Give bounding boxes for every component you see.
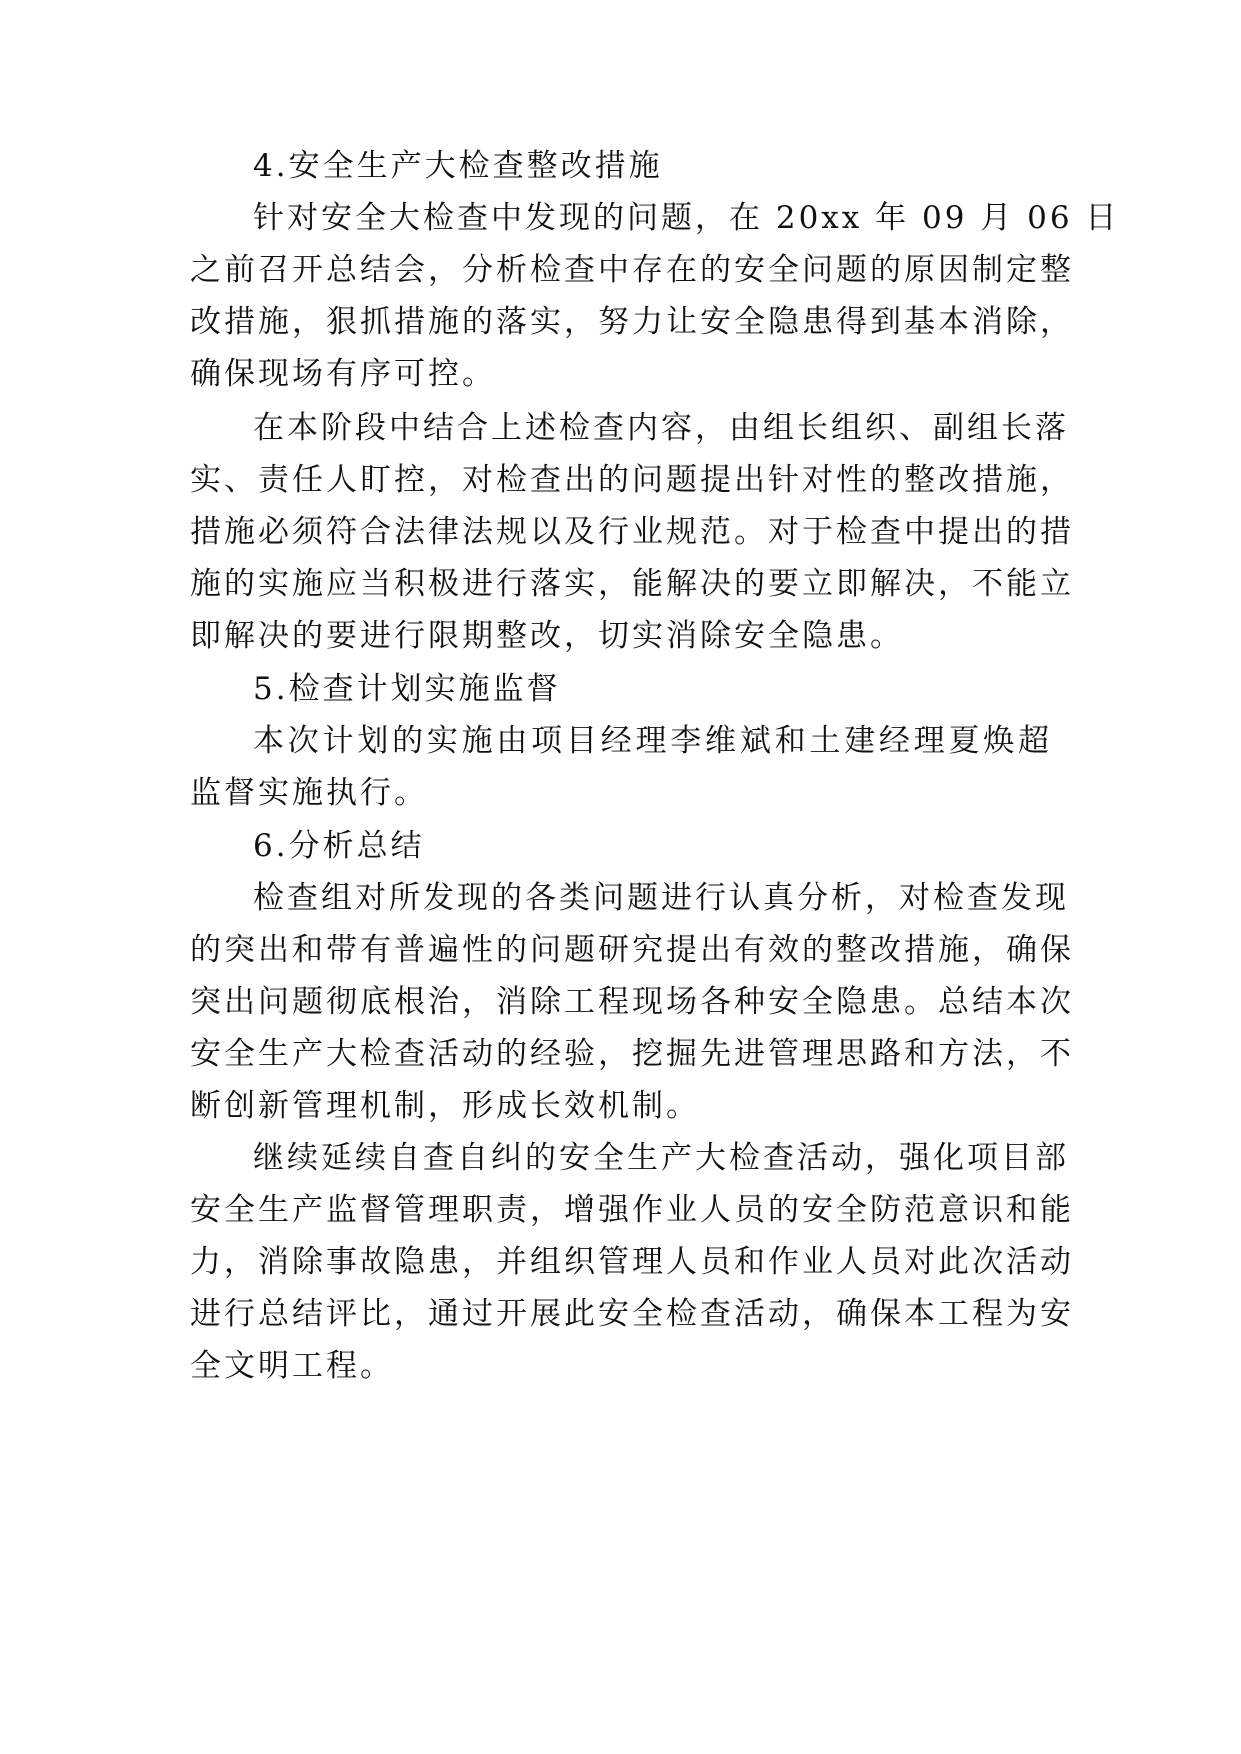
paragraph-line: 全文明工程。: [190, 1348, 394, 1384]
paragraph-line: 改措施，狠抓措施的落实，努力让安全隐患得到基本消除，: [190, 304, 1074, 340]
paragraph-line: 确保现场有序可控。: [190, 356, 496, 392]
paragraph-line: 的突出和带有普遍性的问题研究提出有效的整改措施，确保: [190, 932, 1074, 968]
paragraph-line: 检查组对所发现的各类问题进行认真分析，对检查发现: [253, 880, 1069, 916]
paragraph-line: 在本阶段中结合上述检查内容，由组长组织、副组长落: [253, 410, 1069, 446]
paragraph-line: 施的实施应当积极进行落实，能解决的要立即解决，不能立: [190, 566, 1074, 602]
section-heading-6: 6.分析总结: [253, 828, 425, 864]
paragraph-line: 断创新管理机制，形成长效机制。: [190, 1088, 700, 1124]
paragraph-line: 进行总结评比，通过开展此安全检查活动，确保本工程为安: [190, 1296, 1074, 1332]
paragraph-line: 突出问题彻底根治，消除工程现场各种安全隐患。总结本次: [190, 984, 1074, 1020]
section-heading-5: 5.检查计划实施监督: [253, 671, 561, 707]
paragraph-line: 实、责任人盯控，对检查出的问题提出针对性的整改措施，: [190, 462, 1074, 498]
paragraph-line: 本次计划的实施由项目经理李维斌和土建经理夏焕超: [253, 723, 1052, 759]
paragraph-line: 措施必须符合法律法规以及行业规范。对于检查中提出的措: [190, 514, 1074, 550]
paragraph-line: 即解决的要进行限期整改，切实消除安全隐患。: [190, 618, 904, 654]
paragraph-line: 针对安全大检查中发现的问题，在 20xx 年 09 月 06 日: [253, 200, 1120, 236]
paragraph-line: 监督实施执行。: [190, 775, 428, 811]
paragraph-line: 之前召开总结会，分析检查中存在的安全问题的原因制定整: [190, 252, 1074, 288]
paragraph-line: 继续延续自查自纠的安全生产大检查活动，强化项目部: [253, 1140, 1069, 1176]
paragraph-line: 力，消除事故隐患，并组织管理人员和作业人员对此次活动: [190, 1244, 1074, 1280]
paragraph-line: 安全生产大检查活动的经验，挖掘先进管理思路和方法，不: [190, 1036, 1074, 1072]
paragraph-line: 安全生产监督管理职责，增强作业人员的安全防范意识和能: [190, 1192, 1074, 1228]
section-heading-4: 4.安全生产大检查整改措施: [253, 148, 663, 184]
